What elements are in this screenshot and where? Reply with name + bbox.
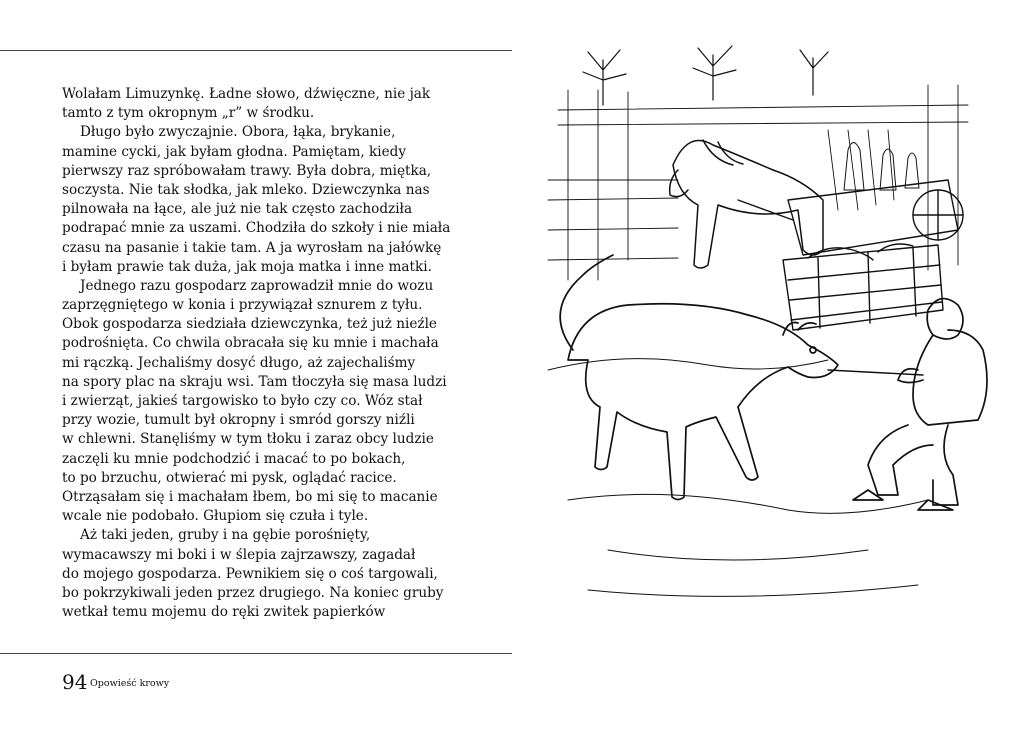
body-text [62,85,502,622]
text-line: Wolałam Limuzynkę. Ładne słowo, dźwięczne, nie jak [62,86,431,102]
text-line: Jednego razu gospodarz zaprowadził mnie do wozu [80,277,434,294]
cow [560,255,838,500]
text-line: to po brzuchu, otwierać mi pysk, oglądać racice. [62,469,397,486]
text-line: wetkał temu mojemu do ręki zwitek papierków [62,604,386,621]
text-line: Obok gospodarza siedziała dziewczynka, też już nieźle [62,316,437,333]
text-line: tamto z tym okropnym „r” w środku. [62,105,315,122]
text-line: mamine cycki, jak byłam głodna. Pamiętam, kiedy [62,143,406,160]
pig-crate [783,244,943,330]
cart [738,180,963,255]
text-line: i zwierząt, jakieś targowisko to było czy co. Wóz stał [62,393,423,409]
text-line: zaprzęgniętego w konia i przywiązał sznurem z tyłu. [62,297,423,314]
text-line: wymacawszy mi boki i w ślepia zajrzawszy, zagadał [62,546,416,563]
farmer [853,299,987,510]
text-line: podrośnięta. Co chwila obracała się ku mnie i machała [62,335,439,352]
text-line: pierwszy raz spróbowałam trawy. Była dobra, miętka, [62,162,432,179]
text-line: czasu na pasanie i takie tam. A ja wyrosłam na jałówkę [62,239,442,256]
text-line: na spory plac na skraju wsi. Tam tłoczyła się masa ludzi [62,373,447,390]
text-line: Długo było zwyczajnie. Obora, łąka, brykanie, [80,124,396,141]
text-line: pilnowała na łące, ale już nie tak często zachodziła [62,201,413,218]
running-title: Opowieść krowy [90,678,170,689]
text-line: i byłam prawie tak duża, jak moja matka i inne matki. [62,258,432,275]
text-line: soczysta. Nie tak słodka, jak mleko. Dziewczynka nas [62,181,430,198]
text-line: Otrząsałam się i machałam łbem, bo mi się to macanie [62,488,438,505]
text-line: bo pokrzykiwali jeden przez drugiego. Na koniec gruby [62,584,444,601]
ground [548,359,928,597]
text-line: przy wozie, tumult był okropny i smród gorszy niźli [62,412,415,429]
text-line: podrapać mnie za uszami. Chodziła do szkoły i nie miała [62,220,451,237]
page-number: 94 [62,670,88,694]
text-line: do mojego gospodarza. Pewnikiem się o coś targowali, [62,565,438,582]
text-line: zaczęli ku mnie podchodzić i macać to po bokach, [62,450,406,467]
top-rule [0,50,512,51]
illustration-market-scene [528,30,988,620]
text-line: w chlewni. Stanęliśmy w tym tłoku i zaraz obcy ludzie [62,431,434,448]
text-line: mi rączką. Jechaliśmy dosyć długo, aż zajechaliśmy [62,354,416,371]
background-trees [583,46,828,105]
text-line: wcale nie podobało. Głupiom się czuła i tyle. [62,508,369,525]
rope [828,370,923,375]
background-fence [548,85,968,280]
horse [670,140,823,268]
bottom-rule [0,653,512,654]
text-line: Aż taki jeden, gruby i na gębie porośnięty, [80,527,371,544]
background-people [844,143,919,191]
